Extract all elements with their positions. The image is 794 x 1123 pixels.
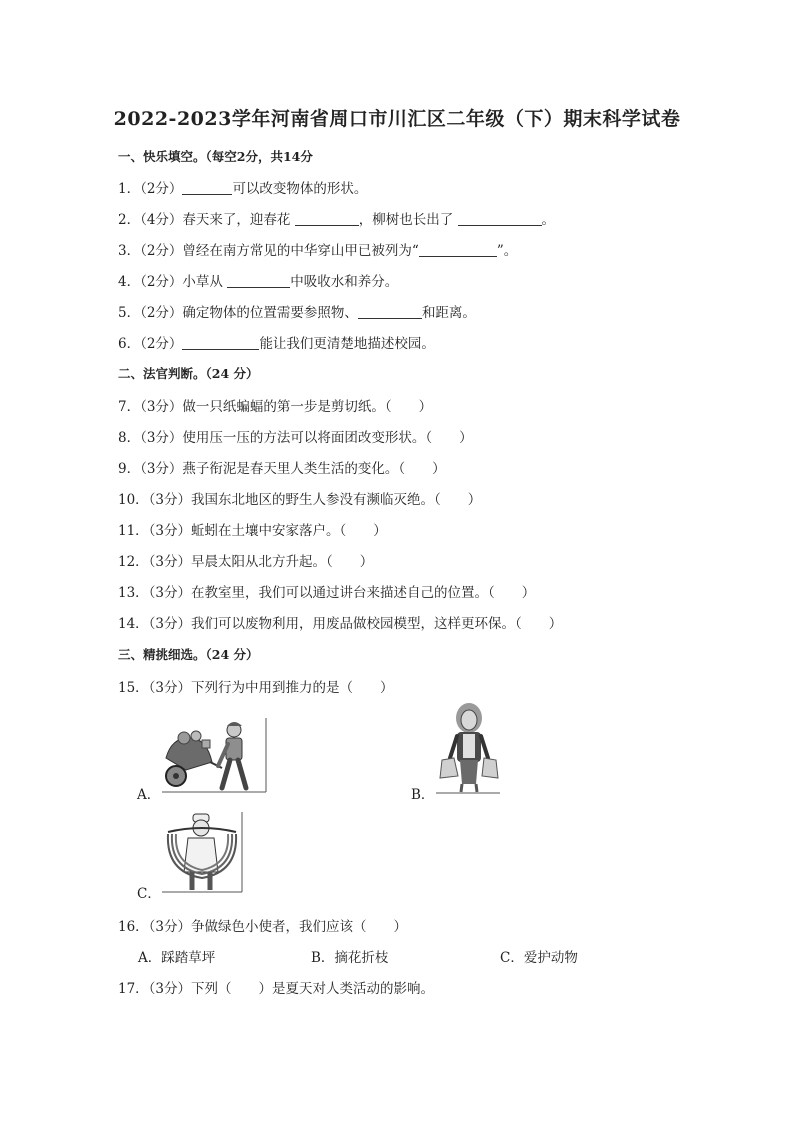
- question-4: [118, 270, 398, 290]
- question-3-prefix: 3．（2分）曾经在南方常见的中华穿山甲已被列为“: [118, 243, 419, 259]
- option-c-label[interactable]: C．: [137, 886, 161, 902]
- question-9: 9．（3分）燕子衔泥是春天里人类生活的变化。（ ）: [118, 461, 446, 477]
- option-b-label[interactable]: B．: [411, 787, 435, 803]
- answer-blank[interactable]: [182, 180, 232, 195]
- page-title: 2022-2023学年河南省周口市川汇区二年级（下）期末科学试卷: [113, 108, 681, 130]
- answer-blank[interactable]: [419, 242, 497, 257]
- q16-option-a[interactable]: A．踩踏草坪: [138, 950, 216, 966]
- answer-blank[interactable]: [227, 273, 290, 288]
- question-4-suffix: 中吸收水和养分。: [290, 274, 399, 290]
- question-4-prefix: 4．（2分）小草从: [118, 274, 228, 290]
- question-17: 17．（3分）下列（ ）是夏天对人类活动的影响。: [118, 981, 435, 997]
- answer-blank[interactable]: [358, 304, 422, 319]
- question-1: [118, 177, 367, 197]
- question-3-suffix: ”。: [496, 243, 518, 259]
- question-7: 7．（3分）做一只纸蝙蝠的第一步是剪切纸。（ ）: [118, 399, 433, 415]
- question-6: [118, 332, 435, 352]
- question-2-suffix: 。: [541, 212, 556, 228]
- section-2-heading: 二、法官判断。（24 分）: [118, 366, 259, 381]
- question-3: [118, 239, 517, 259]
- question-5-suffix: 和距离。: [421, 305, 476, 321]
- question-8: 8．（3分）使用压一压的方法可以将面团改变形状。（ ）: [118, 430, 473, 446]
- boy-pushing-wheelbarrow-image: [162, 718, 268, 794]
- question-5-prefix: 5．（2分）确定物体的位置需要参照物、: [118, 305, 358, 321]
- answer-blank[interactable]: [182, 335, 259, 350]
- question-10: 10．（3分）我国东北地区的野生人参没有濒临灭绝。（ ）: [118, 492, 482, 508]
- q16-option-b[interactable]: B．摘花折枝: [311, 950, 389, 966]
- question-5: [118, 301, 476, 321]
- q16-option-c[interactable]: C．爱护动物: [500, 950, 578, 966]
- question-2: [118, 208, 555, 228]
- woman-carrying-bags-image: [436, 702, 502, 794]
- answer-blank[interactable]: [458, 211, 542, 226]
- question-1-suffix: 可以改变物体的形状。: [232, 181, 368, 197]
- question-14: 14．（3分）我们可以废物利用，用废品做校园模型，这样更环保。（ ）: [118, 616, 563, 632]
- question-1-prefix: 1．（2分）: [118, 181, 183, 197]
- question-16: 16．（3分）争做绿色小使者，我们应该（ ）: [118, 919, 408, 935]
- question-2-prefix: 2．（4分）春天来了，迎春花: [118, 212, 295, 228]
- man-stretching-spring-image: [162, 812, 244, 894]
- question-6-suffix: 能让我们更清楚地描述校园。: [259, 336, 435, 352]
- question-15: 15．（3分）下列行为中用到推力的是（ ）: [118, 680, 394, 696]
- option-a-label[interactable]: A．: [137, 787, 161, 803]
- question-11: 11．（3分）蚯蚓在土壤中安家落户。（ ）: [118, 523, 387, 539]
- question-6-prefix: 6．（2分）: [118, 336, 183, 352]
- section-1-heading: 一、快乐填空。（每空2分，共14分: [118, 149, 313, 164]
- section-3-heading: 三、精挑细选。（24 分）: [118, 647, 259, 662]
- question-12: 12．（3分）早晨太阳从北方升起。（ ）: [118, 554, 374, 570]
- question-13: 13．（3分）在教室里，我们可以通过讲台来描述自己的位置。（ ）: [118, 585, 536, 601]
- question-2-middle: ，柳树也长出了: [358, 212, 458, 228]
- answer-blank[interactable]: [295, 211, 359, 226]
